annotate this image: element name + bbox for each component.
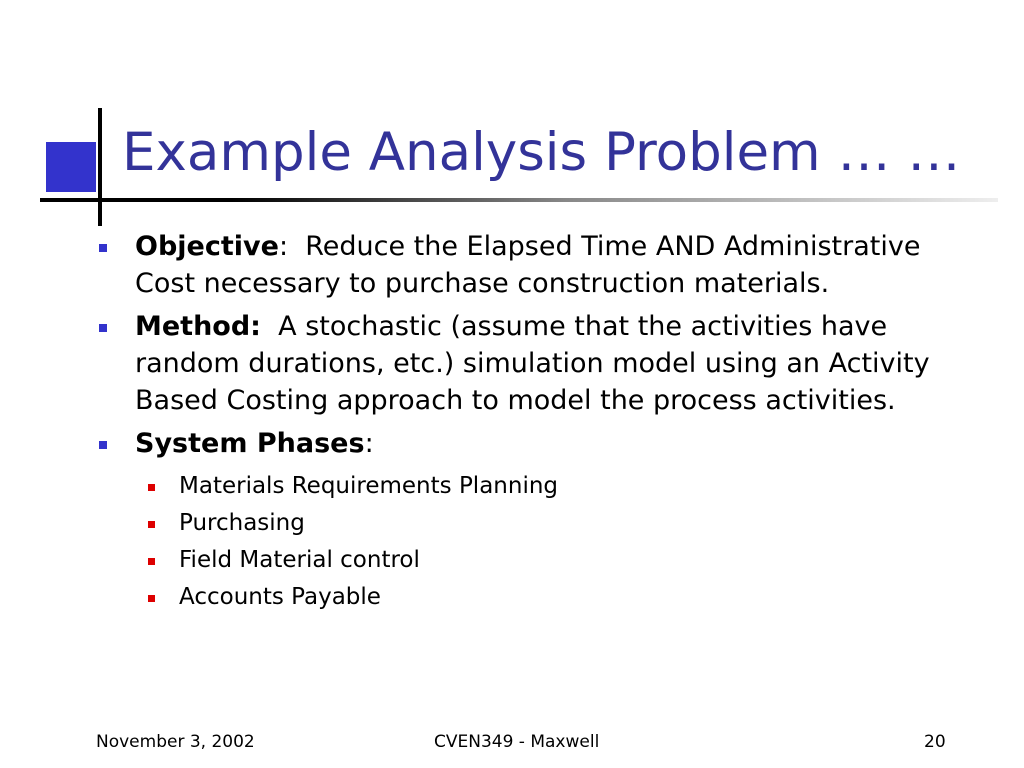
title-underline <box>40 198 998 202</box>
bullet-objective <box>96 228 976 302</box>
bullet-method <box>96 308 976 419</box>
sub-bullet-item <box>96 542 976 579</box>
sub-bullet-text: Field Material control <box>179 547 420 573</box>
bullet-label: Objective <box>135 231 279 262</box>
bullet-separator: : <box>364 428 374 459</box>
bullet-label: Method: <box>135 311 261 342</box>
bullet-label: System Phases <box>135 428 365 459</box>
sub-bullet-item <box>96 505 976 542</box>
bullet-system-phases <box>96 425 976 462</box>
footer-page-number: 20 <box>924 732 946 752</box>
bullet-text: Reduce the Elapsed Time AND Administrative Cost necessary to purchase construction materials. <box>135 231 930 299</box>
sub-bullet-marker-icon <box>148 521 155 528</box>
sub-bullet-item <box>96 579 976 616</box>
title-accent-vertical-line <box>98 108 102 226</box>
sub-bullet-text: Accounts Payable <box>179 584 381 610</box>
bullet-marker-icon <box>99 324 107 332</box>
sub-bullet-item <box>96 468 976 505</box>
bullet-marker-icon <box>99 441 107 449</box>
title-accent-square <box>46 142 96 192</box>
sub-bullet-marker-icon <box>148 595 155 602</box>
bullet-text: A stochastic (assume that the activities have random durations, etc.) simulation model using an Activity Based Costing approach to model the process activities. <box>135 311 939 416</box>
slide-title: Example Analysis Problem … … <box>122 122 961 183</box>
sub-bullet-marker-icon <box>148 484 155 491</box>
sub-bullet-text: Materials Requirements Planning <box>179 473 559 499</box>
footer-date: November 3, 2002 <box>96 732 255 752</box>
bullet-marker-icon <box>99 244 107 252</box>
bullet-separator: : <box>278 231 289 262</box>
footer-course: CVEN349 - Maxwell <box>434 732 600 752</box>
sub-bullet-marker-icon <box>148 558 155 565</box>
slide-content <box>96 228 976 616</box>
sub-bullet-text: Purchasing <box>179 510 305 536</box>
